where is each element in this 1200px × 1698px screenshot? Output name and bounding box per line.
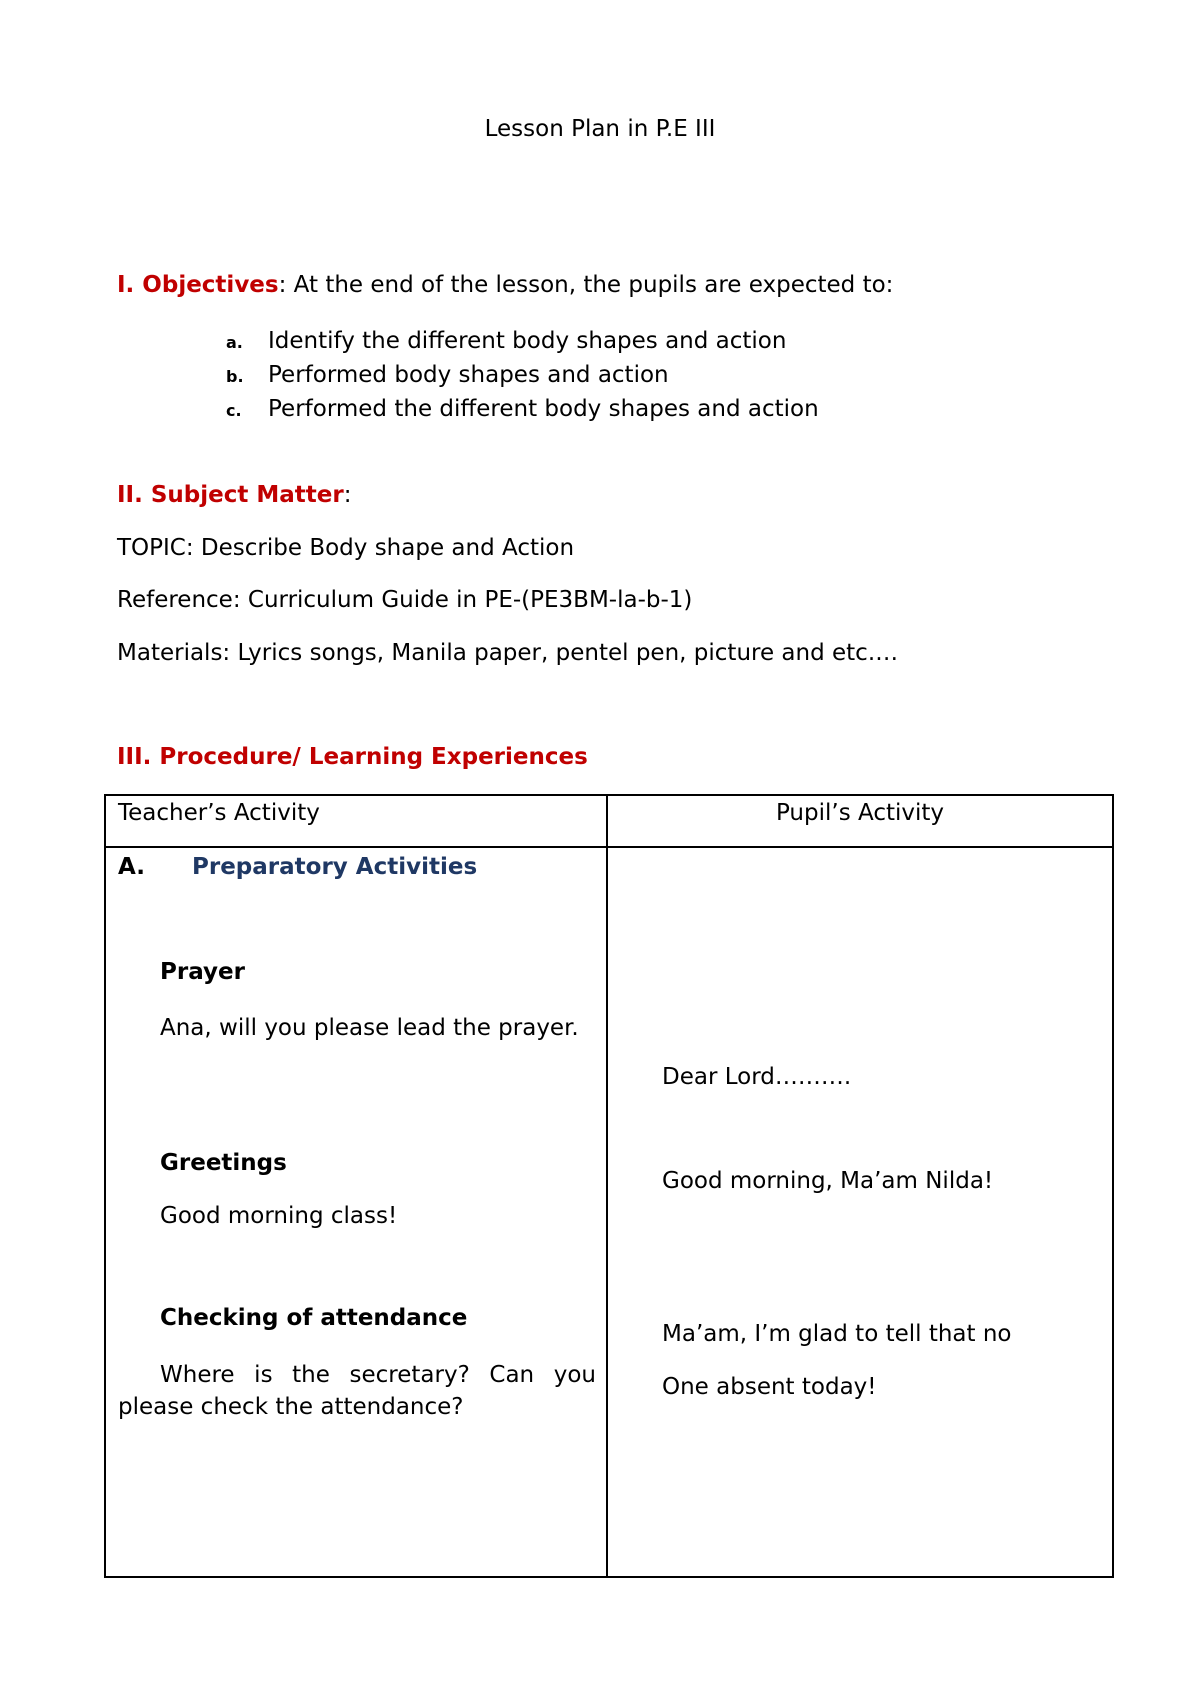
attendance-text: Where is the secretary? Can you please check the attendance? [118,1362,596,1420]
prayer-heading: Prayer [160,959,245,985]
objectives-heading: I. Objectives [117,272,279,298]
subject-matter-colon: : [343,482,352,508]
greetings-heading: Greetings [160,1150,287,1176]
teacher-activity-cell [105,847,607,1577]
attendance-heading: Checking of attendance [160,1305,468,1331]
objective-text: Identify the different body shapes and action [268,328,787,354]
objective-item-c [226,396,819,422]
topic-line: TOPIC: Describe Body shape and Action [117,535,575,561]
objective-text: Performed body shapes and action [268,362,669,388]
attendance-response-line-2: One absent today! [662,1374,877,1400]
objectives-intro: : At the end of the lesson, the pupils are expected to: [278,272,894,298]
materials-line: Materials: Lyrics songs, Manila paper, pentel pen, picture and etc.… [117,640,899,666]
subject-matter-line [117,482,351,508]
objective-item-b [226,362,669,388]
reference-line: Reference: Curriculum Guide in PE-(PE3BM-la-b-1) [117,587,693,613]
prayer-text: Ana, will you please lead the prayer. [160,1015,579,1041]
subject-matter-heading: II. Subject Matter [117,482,344,508]
section-letter: A. [118,854,145,880]
procedure-heading: III. Procedure/ Learning Experiences [117,744,588,770]
teacher-column-label: Teacher’s Activity [118,800,320,826]
objective-text: Performed the different body shapes and action [268,396,819,422]
greetings-text: Good morning class! [160,1203,398,1229]
list-marker: a. [226,333,243,352]
list-marker: b. [226,367,244,386]
pupil-column-header [607,795,1113,847]
table-header-row [105,795,1113,847]
objectives-line [117,272,893,298]
teacher-column-header [105,795,607,847]
procedure-table [104,794,1114,1578]
section-title: Preparatory Activities [192,854,478,880]
pupil-activity-cell [607,847,1113,1577]
page-title: Lesson Plan in P.E III [484,116,716,142]
list-marker: c. [226,401,242,420]
table-row [105,847,1113,1577]
attendance-response-line-1: Ma’am, I’m glad to tell that no [662,1321,1012,1347]
prayer-response: Dear Lord………. [662,1064,852,1090]
objective-item-a [226,328,786,354]
pupil-column-label: Pupil’s Activity [775,800,945,826]
greetings-response: Good morning, Ma’am Nilda! [662,1168,994,1194]
